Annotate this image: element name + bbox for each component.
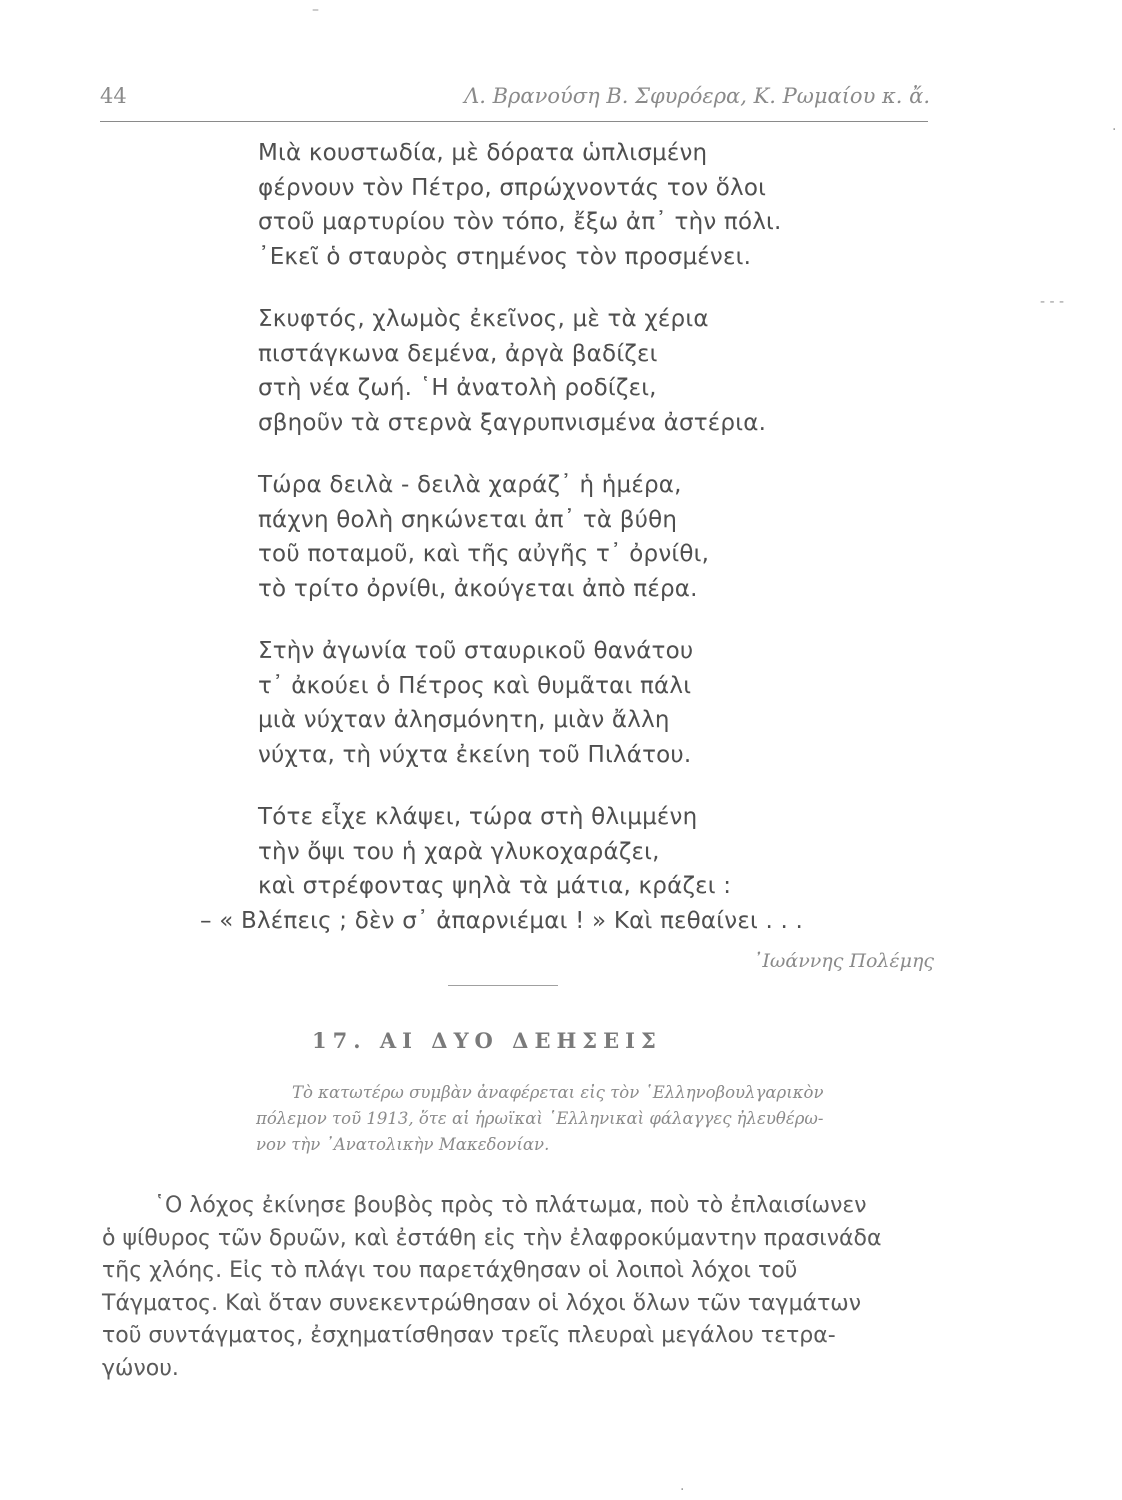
poem-line: στοῦ μαρτυρίου τὸν τόπο, ἔξω ἀπ᾿ τὴν πόλι.: [258, 209, 782, 235]
header-rule: [100, 121, 928, 122]
running-head: Λ. Βρανούση Β. Σφυρόερα, Κ. Ρωμαίου κ. ἄ.: [464, 84, 930, 108]
intro-line: πόλεμον τοῦ 1913, ὅτε αἱ ἡρωϊκαὶ ῾Ελληνικαὶ φάλαγγες ἠλευθέρω-: [256, 1109, 824, 1128]
scan-speck: ·: [680, 1482, 685, 1498]
body-line: γώνου.: [102, 1355, 179, 1381]
poem-line: – « Βλέπεις ; δὲν σ᾿ ἀπαρνιέμαι ! » Καὶ πεθαίνει . . .: [200, 907, 803, 934]
poem-line: ᾿Εκεῖ ὁ σταυρὸς στημένος τὸν προσμένει.: [258, 243, 752, 270]
poem-line: Τώρα δειλὰ - δειλὰ χαράζ᾿ ἡ ἡμέρα,: [258, 472, 682, 498]
page-number: 44: [100, 84, 127, 108]
poem-line: Σκυφτός, χλωμὸς ἐκεῖνος, μὲ τὰ χέρια: [258, 306, 709, 332]
stanza-3: [258, 468, 958, 606]
poem-line: Τότε εἶχε κλάψει, τώρα στὴ θλιμμένη: [258, 804, 698, 830]
body-line: τῆς χλόης. Εἰς τὸ πλάγι του παρετάχθησαν οἱ λοιποὶ λόχοι τοῦ: [102, 1258, 798, 1283]
poem-line: τοῦ ποταμοῦ, καὶ τῆς αὐγῆς τ᾿ ὀρνίθι,: [258, 541, 710, 567]
poem-line: Στὴν ἀγωνία τοῦ σταυρικοῦ θανάτου: [258, 638, 694, 664]
poem-line: μιὰ νύχταν ἀλησμόνητη, μιὰν ἄλλη: [258, 707, 670, 733]
scan-speck: ·: [1112, 122, 1117, 138]
stanza-5: [200, 800, 958, 938]
stanza-1: [258, 136, 958, 274]
poem-line: καὶ στρέφοντας ψηλὰ τὰ μάτια, κράζει :: [258, 873, 732, 899]
intro-line: Τὸ κατωτέρω συμβὰν ἀναφέρεται εἰς τὸν ῾Ελληνοβουλγαρικὸν: [292, 1083, 824, 1102]
body-line: ὁ ψίθυρος τῶν δρυῶν, καὶ ἐστάθη εἰς τὴν ἐλαφροκύμαντην πρασινάδα: [102, 1225, 882, 1251]
page-header: [100, 84, 930, 114]
poem-line: φέρνουν τὸν Πέτρο, σπρώχνοντάς τον ὅλοι: [258, 174, 767, 201]
body-line: Τάγματος. Καὶ ὅταν συνεκεντρώθησαν οἱ λόχοι ὅλων τῶν ταγμάτων: [102, 1290, 862, 1316]
body-line: ῾Ο λόχος ἐκίνησε βουβὸς πρὸς τὸ πλάτωμα, ποὺ τὸ ἐπλαισίωνεν: [154, 1193, 867, 1218]
poem-line: τ᾿ ἀκούει ὁ Πέτρος καὶ θυμᾶται πάλι: [258, 672, 692, 699]
poem-line: τὸ τρίτο ὀρνίθι, ἀκούγεται ἀπὸ πέρα.: [258, 575, 698, 602]
poem-line: στὴ νέα ζωή. ῾Η ἀνατολὴ ροδίζει,: [258, 375, 657, 401]
body-line: τοῦ συντάγματος, ἐσχηματίσθησαν τρεῖς πλευραὶ μεγάλου τετρα-: [102, 1323, 836, 1348]
poem-line: νύχτα, τὴ νύχτα ἐκείνη τοῦ Πιλάτου.: [258, 741, 692, 768]
poem-line: σβηοῦν τὰ στερνὰ ξαγρυπνισμένα ἀστέρια.: [258, 409, 767, 436]
scan-speck: - - -: [1040, 294, 1065, 310]
scan-speck: –: [312, 2, 319, 18]
body-paragraph: [102, 1190, 952, 1385]
stanza-4: [258, 634, 958, 772]
poem-line: πάχνη θολὴ σηκώνεται ἀπ᾿ τὰ βύθη: [258, 506, 678, 533]
poem-line: Μιὰ κουστωδία, μὲ δόρατα ὡπλισμένη: [258, 140, 708, 166]
poem: [200, 136, 958, 966]
section-intro: [256, 1080, 946, 1158]
intro-line: νον τὴν ᾿Ανατολικὴν Μακεδονίαν.: [256, 1135, 550, 1154]
poem-line: πιστάγκωνα δεμένα, ἀργὰ βαδίζει: [258, 340, 658, 367]
poem-attribution: ᾿Ιωάννης Πολέμης: [752, 950, 934, 972]
stanza-2: [258, 302, 958, 440]
section-separator: [448, 985, 558, 986]
poem-line: τὴν ὄψι του ἡ χαρὰ γλυκοχαράζει,: [258, 838, 660, 865]
section-title: 17. ΑΙ ΔΥΟ ΔΕΗΣΕΙΣ: [312, 1028, 662, 1053]
